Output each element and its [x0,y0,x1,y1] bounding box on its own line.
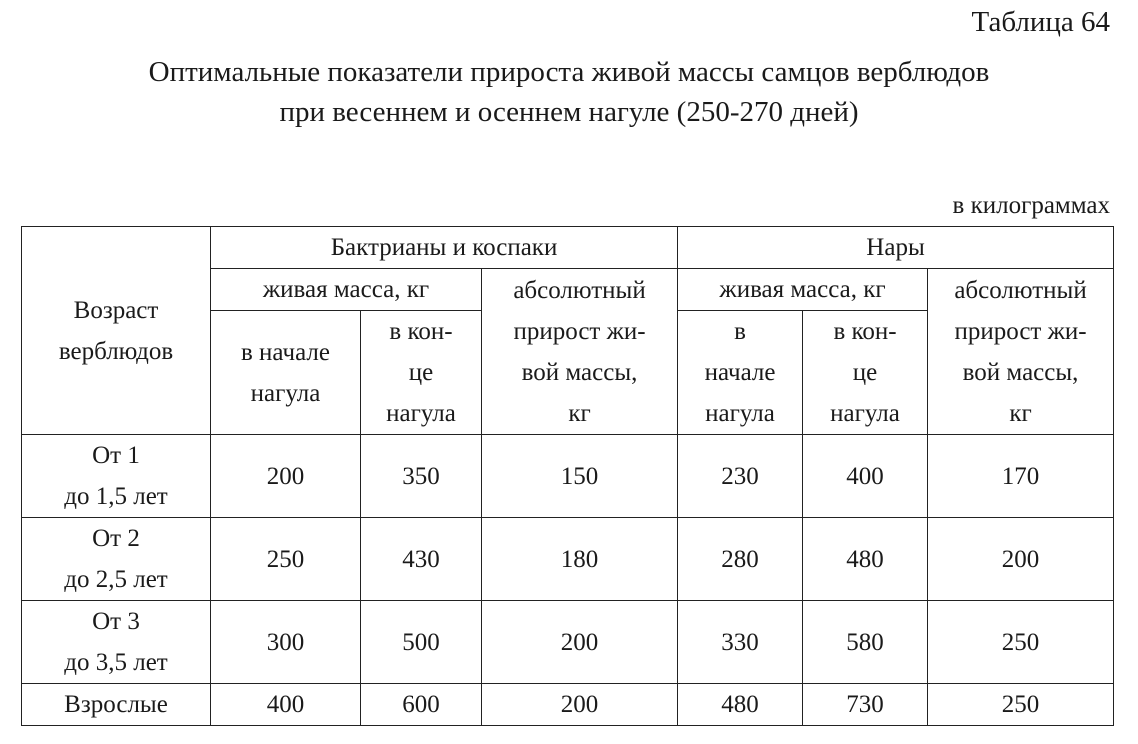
table-row [22,601,1114,684]
cell-nary-end: 580 [803,601,928,684]
header-nary-end: в кон- це нагула [803,311,928,435]
cell-bactrians-start: 200 [211,435,361,518]
cell-nary-start: 280 [678,518,803,601]
cell-bactrians-end: 600 [361,684,482,726]
header-row-1 [22,227,1114,269]
cell-nary-gain: 250 [928,684,1114,726]
data-table [21,226,1114,726]
header-nary-abs-gain: абсолютный прирост жи- вой массы, кг [928,269,1114,435]
table-row [22,684,1114,726]
cell-bactrians-start: 300 [211,601,361,684]
cell-nary-start: 330 [678,601,803,684]
table-row [22,435,1114,518]
table-number: Таблица 64 [971,6,1110,38]
header-nary-live-mass: живая масса, кг [678,269,928,311]
cell-bactrians-end: 500 [361,601,482,684]
header-bactrians-abs-gain: абсолютный прирост жи- вой массы, кг [482,269,678,435]
cell-bactrians-gain: 180 [482,518,678,601]
cell-bactrians-end: 430 [361,518,482,601]
cell-age: От 3 до 3,5 лет [22,601,211,684]
title-line-1: Оптимальные показатели прироста живой массы самцов верблюдов [148,56,990,88]
table-title [0,52,1138,132]
table-row [22,518,1114,601]
header-age: Возраст верблюдов [22,227,211,435]
cell-nary-start: 480 [678,684,803,726]
cell-nary-gain: 250 [928,601,1114,684]
cell-age: От 2 до 2,5 лет [22,518,211,601]
cell-bactrians-start: 400 [211,684,361,726]
cell-bactrians-end: 350 [361,435,482,518]
header-group-nary: Нары [678,227,1114,269]
header-nary-start: в начале нагула [678,311,803,435]
header-bactrians-live-mass: живая масса, кг [211,269,482,311]
cell-age: Взрослые [22,684,211,726]
cell-bactrians-start: 250 [211,518,361,601]
cell-bactrians-gain: 200 [482,601,678,684]
cell-nary-start: 230 [678,435,803,518]
cell-bactrians-gain: 200 [482,684,678,726]
cell-nary-end: 480 [803,518,928,601]
cell-nary-end: 400 [803,435,928,518]
header-group-bactrians: Бактрианы и коспаки [211,227,678,269]
header-bactrians-end: в кон- це нагула [361,311,482,435]
unit-note: в килограммах [952,192,1110,219]
cell-nary-gain: 200 [928,518,1114,601]
cell-nary-gain: 170 [928,435,1114,518]
cell-nary-end: 730 [803,684,928,726]
title-line-2: при весеннем и осеннем нагуле (250-270 дней) [279,96,859,128]
cell-bactrians-gain: 150 [482,435,678,518]
cell-age: От 1 до 1,5 лет [22,435,211,518]
header-bactrians-start: в начале нагула [211,311,361,435]
